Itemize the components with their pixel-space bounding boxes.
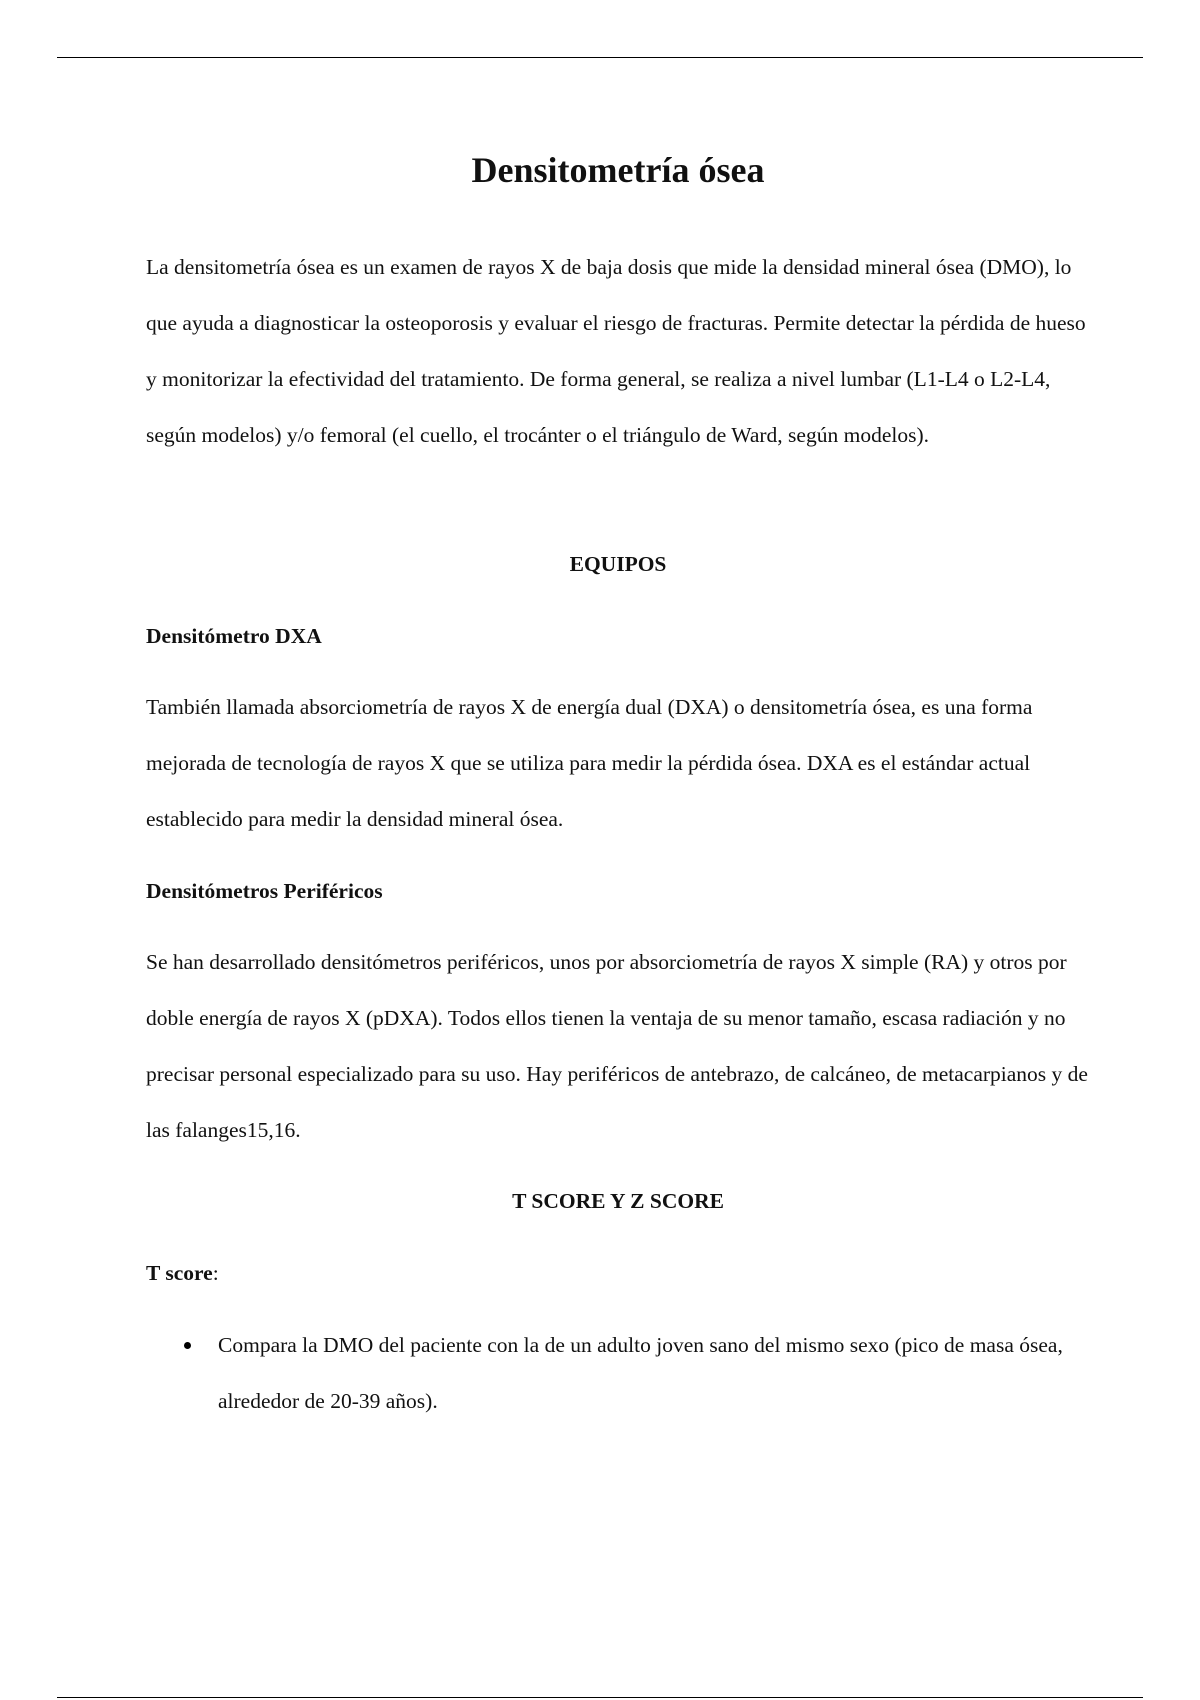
document-title: Densitometría ósea — [471, 150, 765, 190]
subheading-tscore-colon: : — [212, 1261, 219, 1285]
bullet-icon — [184, 1342, 191, 1349]
subheading-dxa — [146, 608, 1090, 664]
section-heading-scores: T SCORE Y Z SCORE — [512, 1189, 724, 1213]
subheading-dxa-text: Densitómetro DXA — [146, 624, 322, 648]
tscore-list — [146, 1317, 1090, 1429]
intro-paragraph: La densitometría ósea es un examen de rayos X de baja dosis que mide la densidad mineral ósea (DMO), lo que ayuda a diagnosticar la osteoporosis y evaluar el riesgo de fracturas. Permite detectar la pérdida de hueso y monitorizar la efectividad del tratamiento. De forma general, se realiza a nivel lumbar (L1-L4 o L2-L4, según modelos) y/o femoral (el cuello, el trocánter o el triángulo de Ward, según modelos). — [146, 255, 1086, 447]
subheading-tscore-text: T score — [146, 1261, 213, 1285]
perifericos-paragraph: Se han desarrollado densitómetros periféricos, unos por absorciometría de rayos X simple (RA) y otros por doble energía de rayos X (pDXA). Todos ellos tienen la ventaja de su menor tamaño, escasa radiación y no precisar personal especializado para su uso. Hay periféricos de antebrazo, de calcáneo, de metacarpianos y de las falanges15,16. — [146, 950, 1088, 1142]
section-heading-equipos: EQUIPOS — [569, 552, 667, 576]
subheading-perifericos-text: Densitómetros Periféricos — [146, 879, 383, 903]
dxa-paragraph: También llamada absorciometría de rayos X de energía dual (DXA) o densitometría ósea, es una forma mejorada de tecnología de rayos X que se utiliza para medir la pérdida ósea. DXA es el estándar actual establecido para medir la densidad mineral ósea. — [146, 695, 1033, 831]
list-item-text: Compara la DMO del paciente con la de un adulto joven sano del mismo sexo (pico de masa ósea, alrededor de 20-39 años). — [218, 1333, 1063, 1413]
list-item — [146, 1317, 1090, 1429]
top-rule — [57, 57, 1143, 58]
subheading-perifericos — [146, 863, 1090, 919]
subheading-tscore — [146, 1245, 1090, 1301]
bottom-rule — [57, 1697, 1143, 1698]
